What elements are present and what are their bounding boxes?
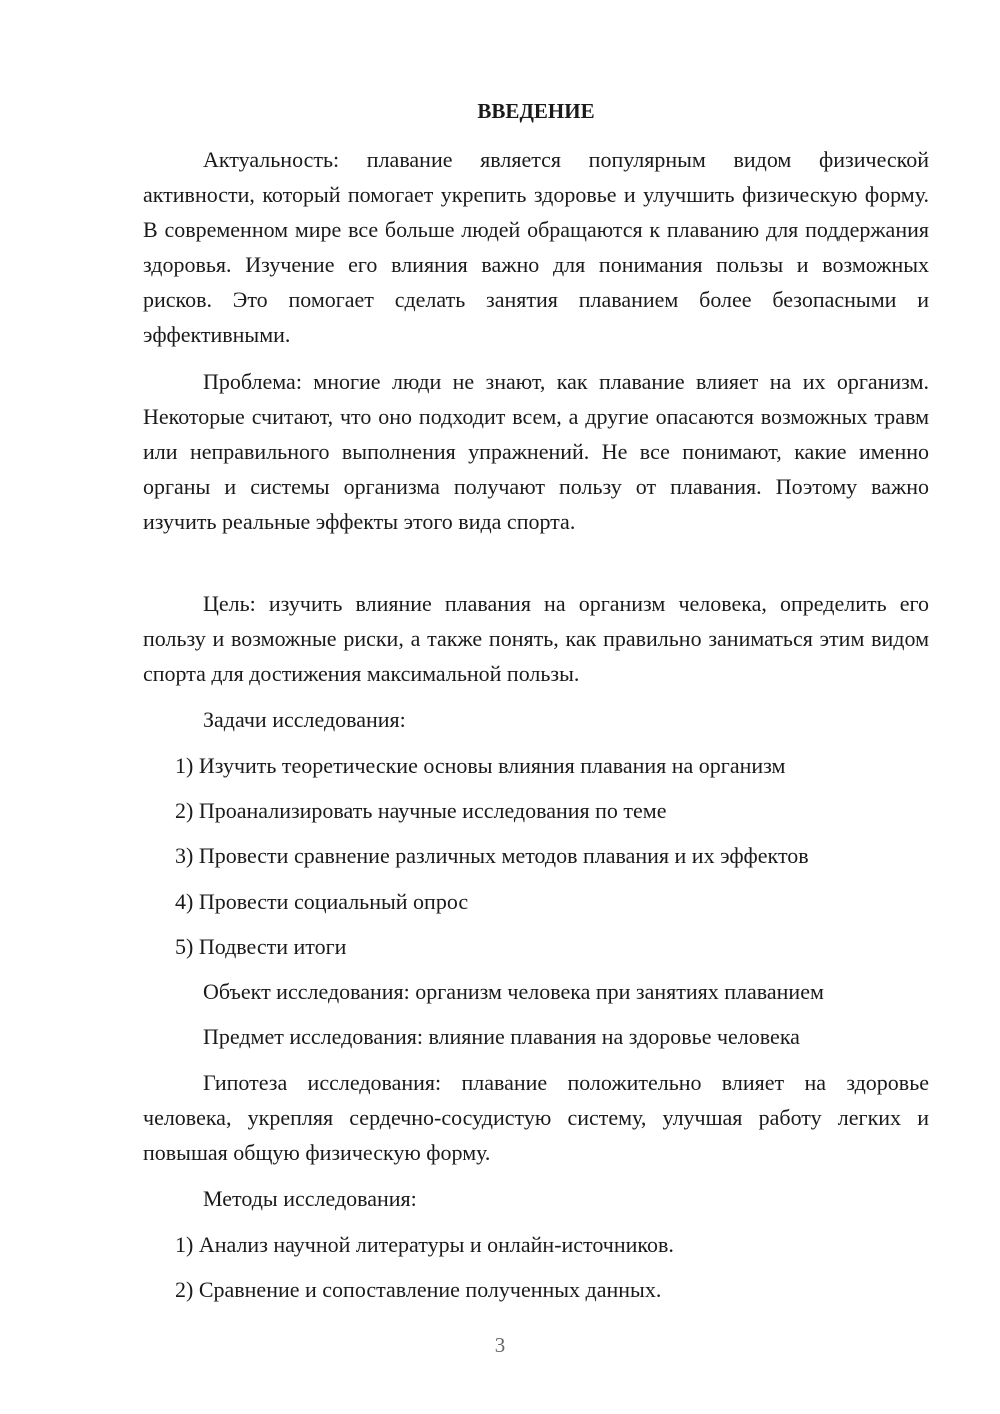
method-item-2: 2) Сравнение и сопоставление полученных данных. [175,1277,662,1302]
task-item-5: 5) Подвести итоги [175,934,347,959]
page-number: 3 [494,1333,506,1357]
method-item-1: 1) Анализ научной литературы и онлайн-источников. [175,1232,674,1257]
problem-paragraph: Проблема: многие люди не знают, как плавание влияет на их организм. Некоторые считают, что оно подходит всем, а другие опасаются возможных травм или неправильного выполнения упражнений. Не все понимают, какие именно органы и системы организма получают пользу от плавания. Поэтому важно изучить реальные эффекты этого вида спорта. [143,369,929,534]
page-title: ВВЕДЕНИЕ [477,99,595,123]
task-item-2: 2) Проанализировать научные исследования по теме [175,798,667,823]
hypothesis-paragraph: Гипотеза исследования: плавание положительно влияет на здоровье человека, укрепляя сердечно-сосудистую систему, улучшая работу легких и повышая общую физическую форму. [143,1070,929,1165]
research-object: Объект исследования: организм человека при занятиях плаванием [203,979,824,1004]
methods-heading: Методы исследования: [203,1186,417,1211]
research-subject: Предмет исследования: влияние плавания на здоровье человека [203,1024,800,1049]
task-item-1: 1) Изучить теоретические основы влияния плавания на организм [175,753,786,778]
task-item-3: 3) Провести сравнение различных методов плавания и их эффектов [175,843,809,868]
relevance-paragraph: Актуальность: плавание является популярным видом физической активности, который помогает укрепить здоровье и улучшить физическую форму. В современном мире все больше людей обращаются к плаванию для поддержания здоровья. Изучение его влияния важно для понимания пользы и возможных рисков. Это помогает сделать занятия плаванием более безопасными и эффективными. [143,147,929,347]
tasks-heading: Задачи исследования: [203,707,406,732]
goal-paragraph: Цель: изучить влияние плавания на организм человека, определить его пользу и возможные риски, а также понять, как правильно заниматься этим видом спорта для достижения максимальной пользы. [143,591,929,686]
task-item-4: 4) Провести социальный опрос [175,889,469,914]
